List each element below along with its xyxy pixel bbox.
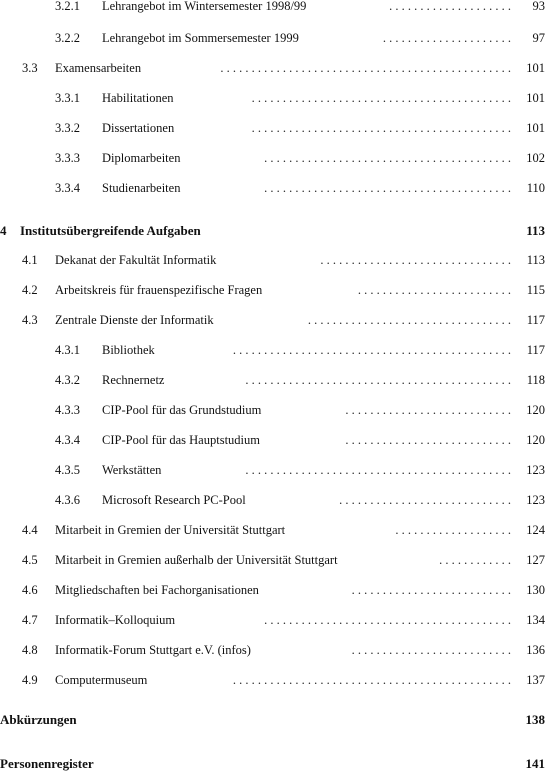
toc-chapter[interactable] (0, 711, 545, 729)
toc-entry[interactable] (0, 59, 545, 77)
entry-title: Mitarbeit in Gremien der Universität Stuttgart (55, 523, 286, 537)
entry-title: Bibliothek (102, 343, 155, 357)
leader-dots: . . . . . . . . . . . . . . . . . . . . . . . . . . . . . . . . . . . . . . . . (264, 613, 511, 627)
leader-dots: . . . . . . . . . . . . . . . . . . . . . . . . . . . . . . . . . . . . . . . . . . . . . (232, 343, 511, 357)
chapter-title: Personenregister (0, 756, 94, 771)
toc-entry[interactable] (0, 581, 545, 599)
entry-title: Examensarbeiten (55, 61, 142, 75)
leader-dots: . . . . . . . . . . . . . . . . . . . . . . . . . . . . . . . . . . . . . . . . (264, 151, 511, 165)
entry-number: 4.7 (22, 613, 38, 627)
entry-page: 130 (526, 583, 545, 597)
entry-page: 123 (526, 493, 545, 507)
entry-number: 4.3.5 (55, 463, 80, 477)
toc-entry[interactable] (0, 89, 545, 107)
entry-title: Diplomarbeiten (102, 151, 181, 165)
entry-title: Microsoft Research PC-Pool (102, 493, 246, 507)
chapter-page: 141 (525, 756, 545, 771)
entry-title: Lehrangebot im Wintersemester 1998/99 (102, 0, 307, 13)
entry-page: 117 (526, 343, 545, 357)
leader-dots: . . . . . . . . . . . . . . . . . . . . . . . . . . . . . . . . . . . . . . . . . . . (245, 373, 511, 387)
entry-number: 4.2 (22, 283, 38, 297)
leader-dots: . . . . . . . . . . . . . . . . . . . . . . . . . (357, 283, 511, 297)
entry-page: 123 (526, 463, 545, 477)
leader-dots: . . . . . . . . . . . . . . . . . . . . (389, 0, 511, 13)
entry-title: Rechnernetz (102, 373, 165, 387)
entry-title: CIP-Pool für das Grundstudium (102, 403, 262, 417)
entry-page: 134 (526, 613, 545, 627)
entry-page: 137 (526, 673, 545, 687)
entry-page: 102 (526, 151, 545, 165)
leader-dots: . . . . . . . . . . . . . . . . . . . . . . . . . . . . . . . . . . . . . . . . . . . . . (232, 673, 511, 687)
entry-number: 4.4 (22, 523, 38, 537)
entry-number: 3.3.2 (55, 121, 80, 135)
toc-entry[interactable] (0, 671, 545, 689)
entry-title: Informatik-Forum Stuttgart e.V. (infos) (55, 643, 251, 657)
entry-number: 3.2.1 (55, 0, 80, 13)
entry-page: 124 (526, 523, 545, 537)
chapter-page: 113 (526, 223, 545, 238)
entry-number: 3.3.4 (55, 181, 80, 195)
entry-number: 4.9 (22, 673, 38, 687)
leader-dots: . . . . . . . . . . . . . . . . . . . . . . . . . . . (345, 433, 511, 447)
leader-dots: . . . . . . . . . . . . . . . . . . . . . . . . . . . . . . . . . . . . . . . . . . (251, 121, 511, 135)
entry-page: 136 (526, 643, 545, 657)
entry-title: Werkstätten (102, 463, 162, 477)
toc-entry[interactable] (0, 149, 545, 167)
chapter-title: Institutsübergreifende Aufgaben (20, 223, 201, 238)
leader-dots: . . . . . . . . . . . . . . . . . . . . . . . . . . . . . . . . . . . . . . . . . . . . . . . (220, 61, 511, 75)
entry-page: 117 (526, 313, 545, 327)
entry-page: 113 (526, 253, 545, 267)
toc-entry[interactable] (0, 641, 545, 659)
leader-dots: . . . . . . . . . . . . . . . . . . . . . . . . . . . . . . . . . . . . . . . . (264, 181, 511, 195)
toc-entry[interactable] (0, 491, 545, 509)
toc-chapter[interactable] (0, 755, 545, 773)
entry-page: 127 (526, 553, 545, 567)
toc-entry[interactable] (0, 281, 545, 299)
entry-title: Mitgliedschaften bei Fachorganisationen (55, 583, 259, 597)
entry-title: Informatik–Kolloquium (55, 613, 176, 627)
entry-number: 3.3.3 (55, 151, 80, 165)
entry-number: 4.3.1 (55, 343, 80, 357)
entry-number: 4.6 (22, 583, 38, 597)
entry-number: 3.3 (22, 61, 38, 75)
chapter-number: 4 (0, 223, 7, 238)
entry-page: 118 (526, 373, 545, 387)
leader-dots: . . . . . . . . . . . . . . . . . . . . . . . . . . (351, 643, 511, 657)
entry-number: 4.3.2 (55, 373, 80, 387)
leader-dots: . . . . . . . . . . . . . . . . . . . . . . . . . . . . (339, 493, 511, 507)
entry-title: Zentrale Dienste der Informatik (55, 313, 214, 327)
entry-page: 93 (532, 0, 545, 13)
entry-page: 101 (526, 121, 545, 135)
entry-title: Computermuseum (55, 673, 148, 687)
leader-dots: . . . . . . . . . . . . . . . . . . . . . . . . . . . . . . . . . (307, 313, 511, 327)
entry-number: 3.2.2 (55, 31, 80, 45)
entry-page: 101 (526, 91, 545, 105)
entry-number: 4.3.3 (55, 403, 80, 417)
entry-number: 4.5 (22, 553, 38, 567)
toc-entry[interactable] (0, 341, 545, 359)
entry-title: Mitarbeit in Gremien außerhalb der Universität Stuttgart (55, 553, 338, 567)
toc-entry[interactable] (0, 251, 545, 269)
toc-entry[interactable] (0, 401, 545, 419)
entry-title: Lehrangebot im Sommersemester 1999 (102, 31, 299, 45)
entry-page: 110 (526, 181, 545, 195)
leader-dots: . . . . . . . . . . . . . . . . . . . . . . . . . . . . . . . . . . . . . . . . . . (251, 91, 511, 105)
chapter-title: Abkürzungen (0, 712, 77, 727)
entry-page: 120 (526, 433, 545, 447)
toc-entry[interactable] (0, 0, 545, 15)
leader-dots: . . . . . . . . . . . . (439, 553, 511, 567)
entry-title: CIP-Pool für das Hauptstudium (102, 433, 260, 447)
chapter-page: 138 (525, 712, 545, 727)
leader-dots: . . . . . . . . . . . . . . . . . . . . . . . . . . . (345, 403, 511, 417)
leader-dots: . . . . . . . . . . . . . . . . . . . (395, 523, 511, 537)
entry-page: 115 (526, 283, 545, 297)
leader-dots: . . . . . . . . . . . . . . . . . . . . . . . . . . . . . . . (320, 253, 511, 267)
entry-number: 4.8 (22, 643, 38, 657)
toc-chapter[interactable] (0, 222, 545, 240)
entry-title: Arbeitskreis für frauenspezifische Fragen (55, 283, 263, 297)
toc-entry[interactable] (0, 179, 545, 197)
entry-page: 120 (526, 403, 545, 417)
entry-page: 97 (532, 31, 545, 45)
entry-title: Habilitationen (102, 91, 174, 105)
toc-entry[interactable] (0, 431, 545, 449)
entry-title: Dekanat der Fakultät Informatik (55, 253, 217, 267)
toc-entry[interactable] (0, 551, 545, 569)
toc-entry[interactable] (0, 119, 545, 137)
toc-entry[interactable] (0, 371, 545, 389)
toc-entry[interactable] (0, 521, 545, 539)
toc-entry[interactable] (0, 461, 545, 479)
entry-number: 3.3.1 (55, 91, 80, 105)
entry-number: 4.3 (22, 313, 38, 327)
entry-page: 101 (526, 61, 545, 75)
entry-number: 4.3.6 (55, 493, 80, 507)
leader-dots: . . . . . . . . . . . . . . . . . . . . . . . . . . . . . . . . . . . . . . . . . . . (245, 463, 511, 477)
toc-entry[interactable] (0, 611, 545, 629)
toc-entry[interactable] (0, 311, 545, 329)
entry-number: 4.3.4 (55, 433, 80, 447)
entry-number: 4.1 (22, 253, 38, 267)
leader-dots: . . . . . . . . . . . . . . . . . . . . . (382, 31, 511, 45)
entry-title: Studienarbeiten (102, 181, 181, 195)
leader-dots: . . . . . . . . . . . . . . . . . . . . . . . . . . (351, 583, 511, 597)
toc-entry[interactable] (0, 29, 545, 47)
entry-title: Dissertationen (102, 121, 175, 135)
